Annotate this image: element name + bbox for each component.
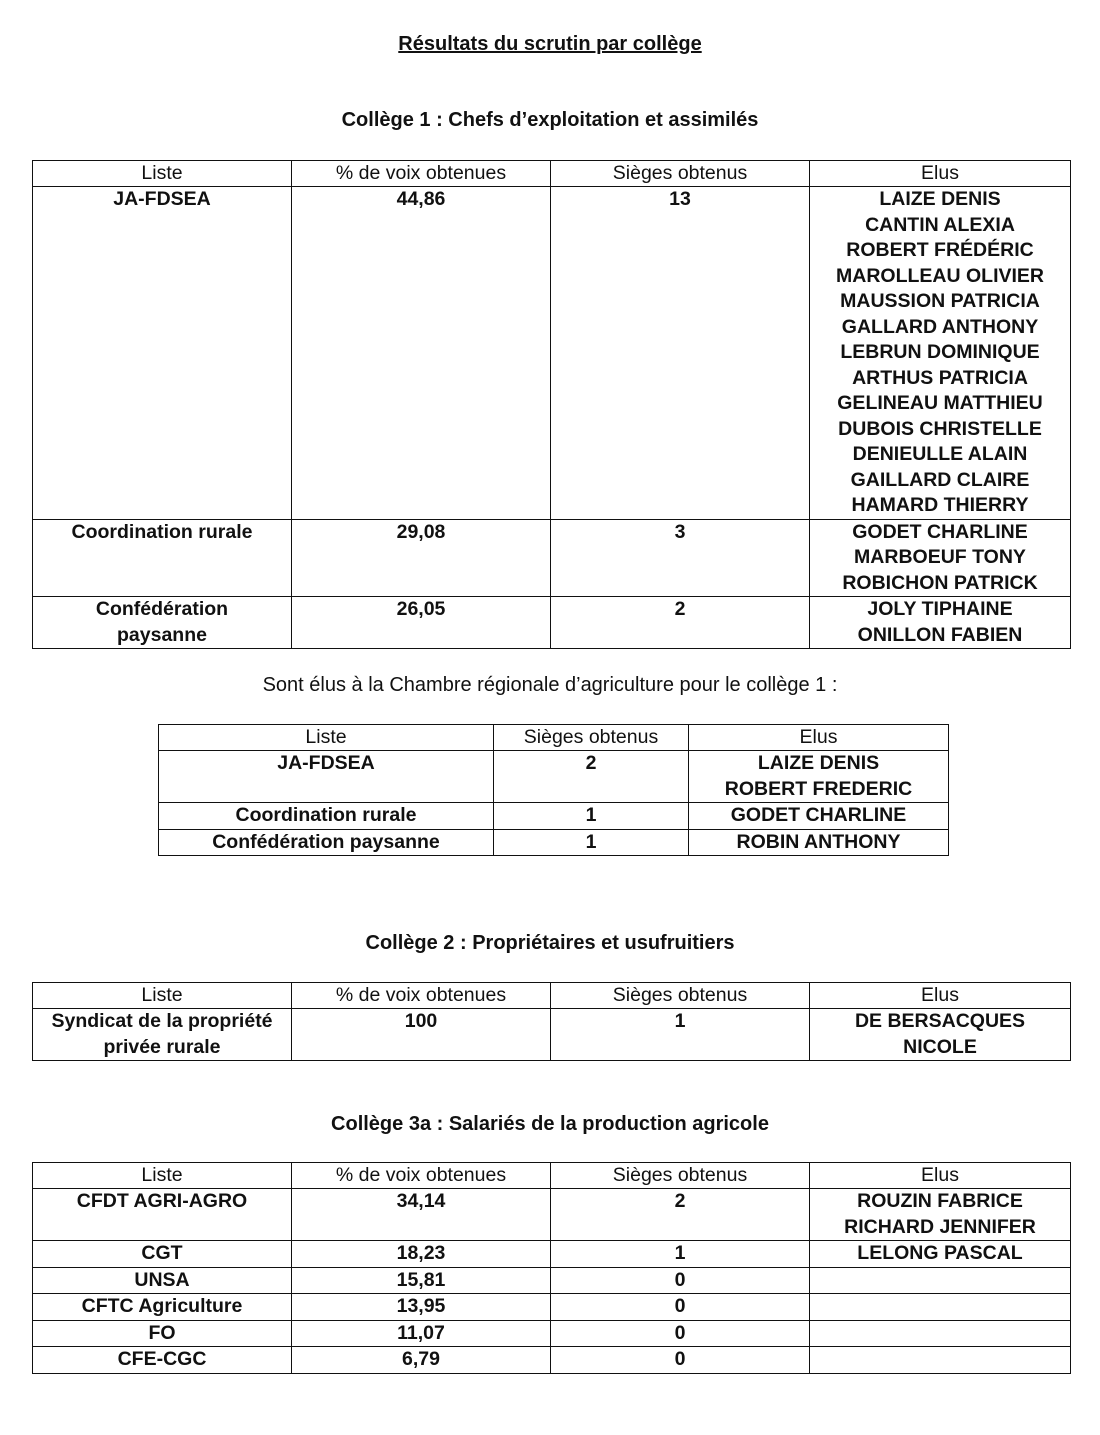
elu-name: LAIZE DENIS bbox=[757, 752, 880, 774]
cell-voix: 44,86 bbox=[292, 187, 551, 520]
cell-voix: 13,95 bbox=[292, 1294, 551, 1321]
elu-name: ARTHUS PATRICIA bbox=[852, 366, 1028, 389]
elu-name: LEBRUN DOMINIQUE bbox=[840, 341, 1040, 363]
cell-elus bbox=[810, 1320, 1071, 1347]
college-3a-heading: Collège 3a : Salariés de la production agricole bbox=[331, 1113, 769, 1135]
table-row bbox=[33, 1347, 1071, 1374]
cell-liste: Syndicat de la propriété privée rurale bbox=[33, 1009, 292, 1061]
table-row bbox=[33, 1294, 1071, 1321]
header-elus: Elus bbox=[810, 983, 1071, 1009]
elu-name: LELONG PASCAL bbox=[857, 1242, 1023, 1264]
cell-voix: 34,14 bbox=[292, 1189, 551, 1241]
elu-name: ROBIN ANTHONY bbox=[736, 830, 901, 853]
cell-voix: 6,79 bbox=[292, 1347, 551, 1374]
elu-name: HAMARD THIERRY bbox=[851, 494, 1029, 516]
elu-name: ROBERT FRÉDÉRIC bbox=[846, 239, 1034, 261]
cell-sieges: 0 bbox=[551, 1267, 810, 1294]
college-1-heading: Collège 1 : Chefs d’exploitation et assimilés bbox=[341, 109, 759, 131]
cell-sieges: 1 bbox=[494, 829, 689, 856]
elu-name: ROBICHON PATRICK bbox=[842, 571, 1038, 594]
table-row bbox=[33, 519, 1071, 597]
cell-sieges: 13 bbox=[551, 187, 810, 520]
cell-elus bbox=[810, 597, 1071, 649]
cell-liste: JA-FDSEA bbox=[33, 187, 292, 520]
cell-liste: Confédération paysanne bbox=[33, 597, 292, 649]
elu-name: GELINEAU MATTHIEU bbox=[837, 392, 1043, 414]
table-row bbox=[33, 1009, 1071, 1061]
cell-liste: CFTC Agriculture bbox=[33, 1294, 292, 1321]
cell-sieges: 2 bbox=[551, 597, 810, 649]
header-voix: % de voix obtenues bbox=[292, 1163, 551, 1189]
header-sieges: Sièges obtenus bbox=[551, 1163, 810, 1189]
table-header-row bbox=[159, 725, 949, 751]
cell-sieges: 0 bbox=[551, 1320, 810, 1347]
header-liste: Liste bbox=[33, 1163, 292, 1189]
header-liste: Liste bbox=[33, 983, 292, 1009]
college-2-heading: Collège 2 : Propriétaires et usufruitiers bbox=[365, 932, 735, 954]
cell-voix: 15,81 bbox=[292, 1267, 551, 1294]
cell-elus bbox=[810, 1294, 1071, 1321]
college-1-results-table bbox=[32, 160, 1071, 649]
cell-elus bbox=[810, 1347, 1071, 1374]
cell-voix: 26,05 bbox=[292, 597, 551, 649]
header-sieges: Sièges obtenus bbox=[551, 983, 810, 1009]
table-row bbox=[33, 597, 1071, 649]
cell-voix: 100 bbox=[292, 1009, 551, 1061]
table-header-row bbox=[33, 161, 1071, 187]
regional-caption: Sont élus à la Chambre régionale d’agriculture pour le collège 1 : bbox=[262, 674, 838, 696]
elu-name: MARBOEUF TONY bbox=[854, 546, 1026, 568]
cell-liste: CGT bbox=[33, 1241, 292, 1268]
cell-sieges: 1 bbox=[494, 803, 689, 830]
elu-name: DENIEULLE ALAIN bbox=[852, 443, 1028, 465]
college-2-results-table bbox=[32, 982, 1071, 1061]
cell-elus bbox=[810, 1189, 1071, 1241]
header-sieges: Sièges obtenus bbox=[551, 161, 810, 187]
elu-name: GODET CHARLINE bbox=[852, 520, 1028, 543]
cell-elus bbox=[689, 751, 949, 803]
header-sieges: Sièges obtenus bbox=[494, 725, 689, 751]
cell-elus bbox=[810, 187, 1071, 520]
header-voix: % de voix obtenues bbox=[292, 161, 551, 187]
cell-sieges: 1 bbox=[551, 1009, 810, 1061]
cell-liste: CFDT AGRI-AGRO bbox=[33, 1189, 292, 1241]
elu-name: ROUZIN FABRICE bbox=[857, 1190, 1023, 1212]
cell-liste: CFE-CGC bbox=[33, 1347, 292, 1374]
cell-elus bbox=[810, 1241, 1071, 1268]
elu-name: LAIZE DENIS bbox=[879, 188, 1001, 210]
header-elus: Elus bbox=[810, 1163, 1071, 1189]
cell-sieges: 2 bbox=[551, 1189, 810, 1241]
elu-name: ROBERT FREDERIC bbox=[724, 777, 913, 800]
elu-name: GAILLARD CLAIRE bbox=[850, 468, 1030, 491]
header-liste: Liste bbox=[159, 725, 494, 751]
elu-name: MAUSSION PATRICIA bbox=[840, 290, 1040, 312]
elu-name: GALLARD ANTHONY bbox=[841, 315, 1039, 338]
table-header-row bbox=[33, 983, 1071, 1009]
elu-name: DUBOIS CHRISTELLE bbox=[838, 417, 1042, 440]
cell-liste: UNSA bbox=[33, 1267, 292, 1294]
table-row bbox=[159, 751, 949, 803]
cell-elus bbox=[689, 803, 949, 830]
cell-sieges: 3 bbox=[551, 519, 810, 597]
cell-sieges: 1 bbox=[551, 1241, 810, 1268]
header-elus: Elus bbox=[689, 725, 949, 751]
cell-liste: Confédération paysanne bbox=[159, 829, 494, 856]
elu-name: DE BERSACQUES NICOLE bbox=[854, 1010, 1026, 1058]
table-row bbox=[159, 829, 949, 856]
college-1-regional-table bbox=[158, 724, 949, 856]
table-row bbox=[33, 1267, 1071, 1294]
table-row bbox=[159, 803, 949, 830]
cell-elus bbox=[689, 829, 949, 856]
elu-name: ONILLON FABIEN bbox=[857, 623, 1023, 646]
elu-name: JOLY TIPHAINE bbox=[867, 598, 1013, 620]
elu-name: RICHARD JENNIFER bbox=[844, 1215, 1036, 1238]
header-elus: Elus bbox=[810, 161, 1071, 187]
cell-sieges: 0 bbox=[551, 1294, 810, 1321]
cell-voix: 11,07 bbox=[292, 1320, 551, 1347]
cell-liste: JA-FDSEA bbox=[159, 751, 494, 803]
table-row bbox=[33, 1320, 1071, 1347]
cell-liste: Coordination rurale bbox=[159, 803, 494, 830]
header-voix: % de voix obtenues bbox=[292, 983, 551, 1009]
cell-voix: 29,08 bbox=[292, 519, 551, 597]
table-row bbox=[33, 187, 1071, 520]
cell-elus bbox=[810, 1009, 1071, 1061]
cell-sieges: 2 bbox=[494, 751, 689, 803]
cell-elus bbox=[810, 1267, 1071, 1294]
table-row bbox=[33, 1241, 1071, 1268]
elu-name: GODET CHARLINE bbox=[730, 804, 907, 826]
elu-name: CANTIN ALEXIA bbox=[865, 213, 1015, 236]
cell-liste: FO bbox=[33, 1320, 292, 1347]
cell-elus bbox=[810, 519, 1071, 597]
header-liste: Liste bbox=[33, 161, 292, 187]
table-header-row bbox=[33, 1163, 1071, 1189]
cell-liste: Coordination rurale bbox=[33, 519, 292, 597]
cell-voix: 18,23 bbox=[292, 1241, 551, 1268]
college-3a-results-table bbox=[32, 1162, 1071, 1374]
page-title: Résultats du scrutin par collège bbox=[398, 33, 702, 55]
table-row bbox=[33, 1189, 1071, 1241]
elu-name: MAROLLEAU OLIVIER bbox=[836, 264, 1044, 287]
cell-sieges: 0 bbox=[551, 1347, 810, 1374]
